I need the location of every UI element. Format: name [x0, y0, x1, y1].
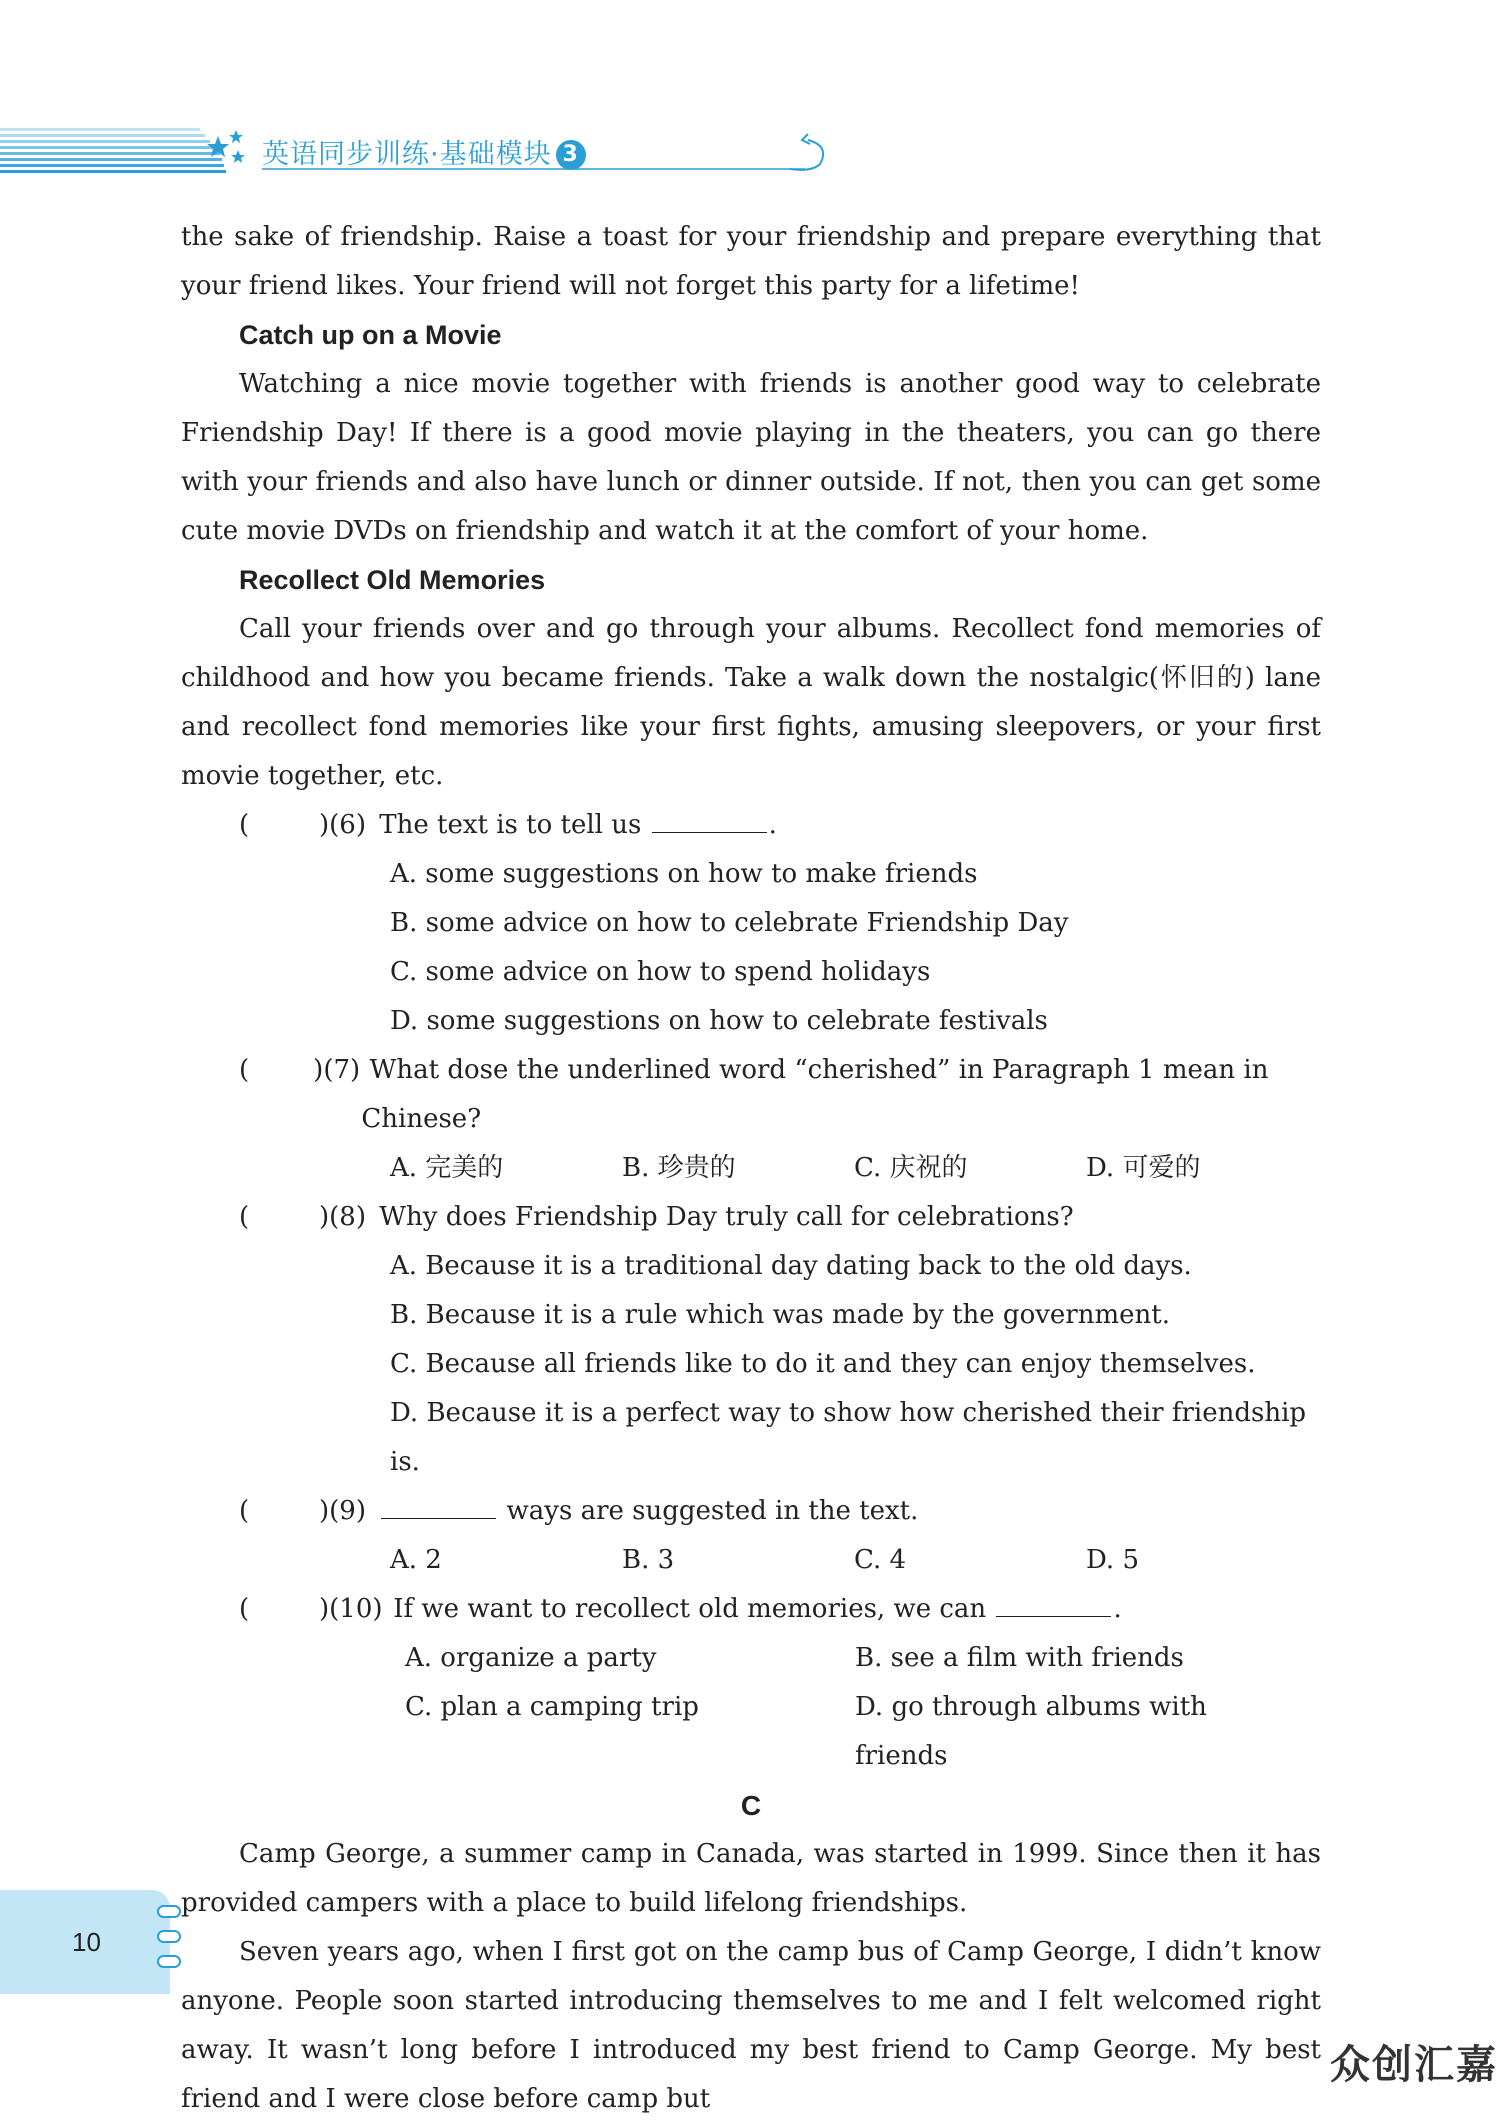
question-tail: . — [768, 810, 777, 840]
question-number: )(6) — [319, 810, 366, 840]
binder-rings-icon — [155, 1900, 185, 1980]
options-10-row1 — [181, 1634, 1321, 1683]
option-6c: C. some advice on how to spend holidays — [390, 957, 931, 987]
option-7b: B. 珍贵的 — [622, 1153, 736, 1183]
question-number: )(9) — [319, 1496, 366, 1526]
watermark: 众创汇嘉 — [1330, 2042, 1498, 2088]
paragraph-movie: Watching a nice movie together with friends is another good way to celebrate Friendship Day! If there is a good movie playing in the theaters, you can go there with your friends and also have lunch or dinner outside. If not, then you can get some cute movie DVDs on friendship and watch it at the comfort of your home. — [181, 369, 1321, 546]
option-7c: C. 庆祝的 — [854, 1153, 968, 1183]
answer-bracket[interactable]: ( — [239, 1202, 250, 1232]
option-8a: A. Because it is a traditional day dating back to the old days. — [390, 1251, 1192, 1281]
answer-bracket[interactable]: ( — [239, 810, 250, 840]
option-6d: D. some suggestions on how to celebrate festivals — [390, 1006, 1048, 1036]
book-title — [262, 132, 586, 171]
section-c-heading: C — [740, 1790, 762, 1821]
question-number: )(10) — [319, 1594, 383, 1624]
section-c-paragraph-1: Camp George, a summer camp in Canada, was started in 1999. Since then it has provided campers with a place to build lifelong friendships. — [181, 1839, 1321, 1918]
page-content — [181, 213, 1321, 2124]
question-stem: The text is to tell us — [379, 810, 642, 840]
question-stem: What dose the underlined word “cherished” in Paragraph 1 mean in Chinese? — [361, 1055, 1269, 1134]
option-6a: A. some suggestions on how to make friends — [390, 859, 978, 889]
options-9 — [181, 1536, 1321, 1585]
heading-catch-up-movie: Catch up on a Movie — [239, 320, 502, 350]
options-10-row2 — [181, 1683, 1321, 1781]
page-number: 10 — [72, 1927, 101, 1957]
volume-badge: 3 — [556, 140, 586, 170]
question-7 — [181, 1046, 1321, 1144]
option-9c: C. 4 — [854, 1545, 907, 1575]
option-9b: B. 3 — [622, 1545, 675, 1575]
option-9d: D. 5 — [1086, 1545, 1139, 1575]
option-9a: A. 2 — [390, 1545, 442, 1575]
option-10a: A. organize a party — [405, 1643, 657, 1673]
question-stem: ways are suggested in the text. — [506, 1496, 919, 1526]
question-9 — [181, 1487, 1321, 1536]
options-7 — [181, 1144, 1321, 1193]
question-8 — [181, 1193, 1321, 1242]
question-stem: If we want to recollect old memories, we can — [393, 1594, 987, 1624]
answer-blank[interactable] — [996, 1596, 1111, 1617]
question-stem: Why does Friendship Day truly call for celebrations? — [379, 1202, 1074, 1232]
option-7a: A. 完美的 — [390, 1153, 504, 1183]
option-8c: C. Because all friends like to do it and they can enjoy themselves. — [390, 1349, 1256, 1379]
heading-recollect-memories: Recollect Old Memories — [239, 565, 546, 595]
book-title-text: 英语同步训练·基础模块 — [262, 139, 552, 170]
answer-bracket[interactable]: ( — [239, 1594, 250, 1624]
question-number: )(7) — [313, 1055, 361, 1085]
return-arrow-icon — [790, 140, 823, 170]
option-10c: C. plan a camping trip — [405, 1692, 699, 1722]
option-8b: B. Because it is a rule which was made by the government. — [390, 1300, 1170, 1330]
section-c-paragraph-2: Seven years ago, when I first got on the camp bus of Camp George, I didn’t know anyone. People soon started introducing themselves to me and I felt welcomed right away. It wasn’t long before I introduced my best friend to Camp George. My best friend and I were close before camp but — [181, 1937, 1321, 2114]
paragraph-memories: Call your friends over and go through your albums. Recollect fond memories of childhood and how you became friends. Take a walk down the nostalgic(怀旧的) lane and recollect fond memories like your first fights, amusing sleepovers, or your first movie together, etc. — [181, 614, 1321, 791]
answer-blank[interactable] — [381, 1498, 496, 1519]
answer-bracket[interactable]: ( — [239, 1496, 250, 1526]
option-10b: B. see a film with friends — [855, 1643, 1184, 1673]
answer-blank[interactable] — [652, 812, 767, 833]
question-number: )(8) — [319, 1202, 366, 1232]
option-6b: B. some advice on how to celebrate Friendship Day — [390, 908, 1069, 938]
question-tail: . — [1113, 1594, 1122, 1624]
option-10d: D. go through albums with friends — [855, 1692, 1207, 1771]
option-7d: D. 可爱的 — [1086, 1153, 1201, 1183]
question-6 — [181, 801, 1321, 850]
option-8d: D. Because it is a perfect way to show how cherished their friendship is. — [390, 1398, 1307, 1477]
paragraph-continued: the sake of friendship. Raise a toast for your friendship and prepare everything that your friend likes. Your friend will not forget this party for a lifetime! — [181, 222, 1321, 301]
question-10 — [181, 1585, 1321, 1634]
answer-bracket[interactable]: ( — [239, 1055, 250, 1085]
